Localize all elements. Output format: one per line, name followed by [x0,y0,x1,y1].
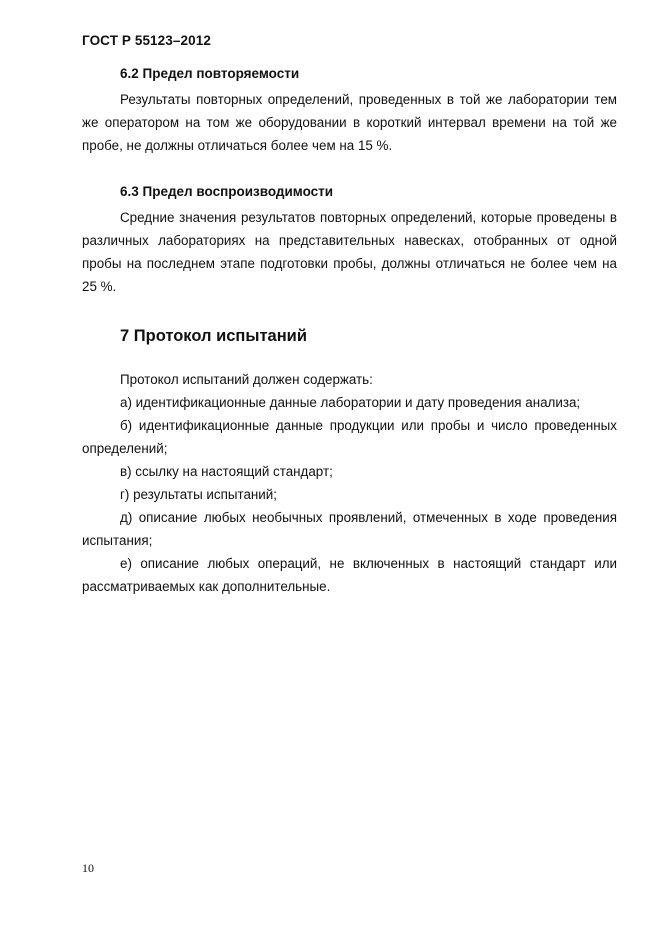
section-6-3-heading: 6.3 Предел воспроизводимости [120,184,334,199]
page-content [82,62,617,598]
section-6-2-heading: 6.2 Предел повторяемости [120,66,300,81]
list-item-g: г) результаты испытаний; [120,487,277,502]
section-6-2-text: Результаты повторных определений, проведенных в той же лаборатории тем же оператором на том же оборудовании в короткий интервал времени на той же пробе, не должны отличаться более чем на 15 %. [82,92,617,153]
list-item-a: а) идентификационные данные лаборатории и дату проведения анализа; [120,395,581,410]
section-6-3-text: Средние значения результатов повторных определений, которые проведены в различных лабораториях на представительных навесках, отобранных от одной пробы на последнем этапе подготовки пробы, должны отличаться не более чем на 25 %. [82,210,617,294]
list-item-b: б) идентификационные данные продукции или пробы и число проведенных определений; [82,418,617,456]
document-header: ГОСТ Р 55123–2012 [82,33,211,48]
list-item-e: е) описание любых операций, не включенных в настоящий стандарт или рассматриваемых как дополнительные. [82,556,617,594]
list-item-v: в) ссылку на настоящий стандарт; [120,464,333,479]
section-7-heading: 7 Протокол испытаний [120,327,307,345]
page-number: 10 [82,861,94,875]
list-item-d: д) описание любых необычных проявлений, отмеченных в ходе проведения испытания; [82,510,617,548]
section-7-intro: Протокол испытаний должен содержать: [120,372,373,387]
